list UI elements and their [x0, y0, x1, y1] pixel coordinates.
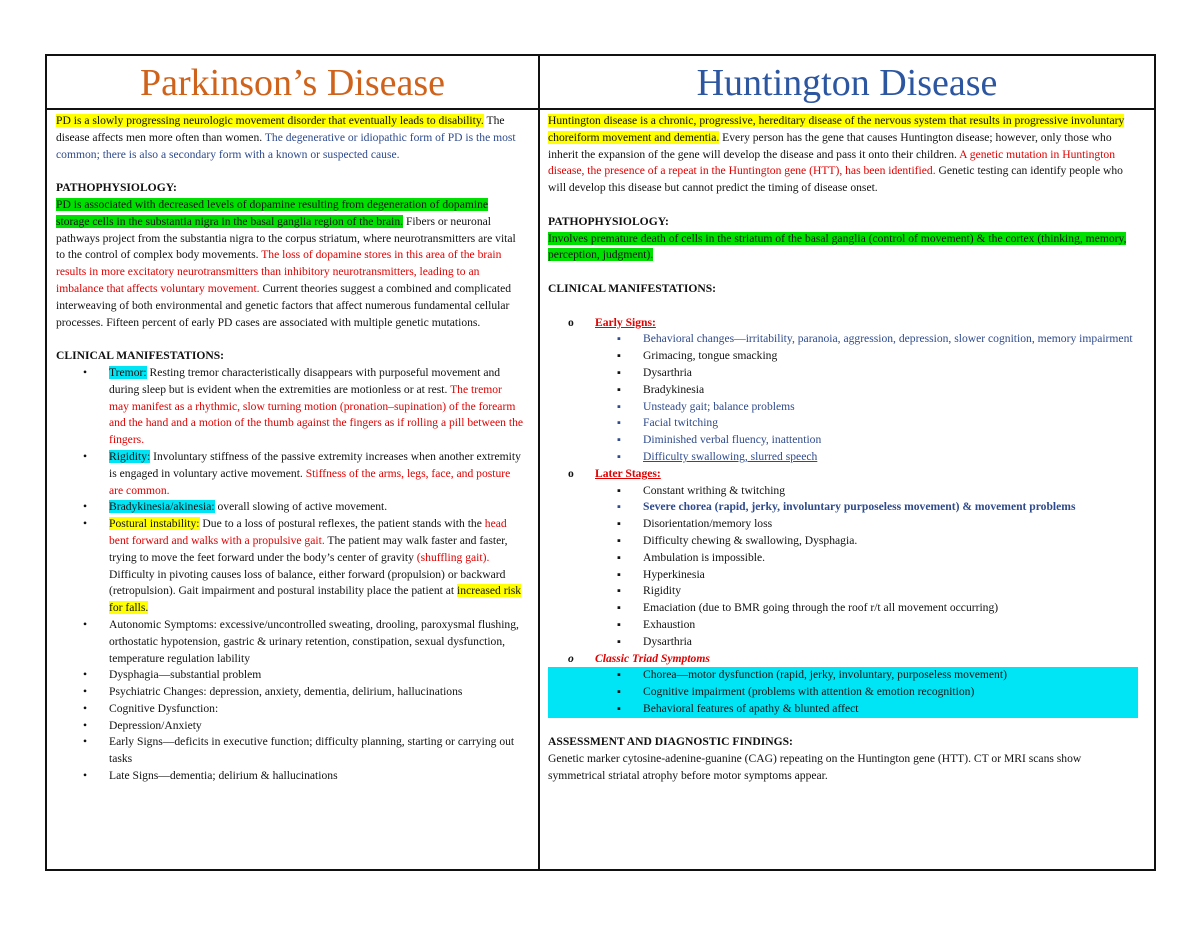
early-signs-marker: o	[568, 315, 574, 329]
header-divider	[47, 108, 1154, 110]
huntington-patho	[548, 231, 1138, 265]
parkinsons-column	[56, 113, 524, 785]
list-item: • Dysphagia—substantial problem	[56, 667, 524, 684]
list-item: ▪ Chorea—motor dysfunction (rapid, jerky, involuntary, purposeless movement)	[548, 667, 1138, 684]
parkinsons-manifestations	[56, 365, 524, 785]
intro-text: Every person has the gene that causes Huntington disease; however, only those who inherit the expansion of the gene will develop the disease and pass it onto their children.	[548, 130, 1112, 161]
parkinsons-intro	[56, 113, 524, 163]
postural-text-3: Difficulty in pivoting causes loss of balance, either forward (propulsion) or backward (retropulsion). Gait impairment and postural instability place the patient at	[109, 567, 506, 598]
rigidity-label: Rigidity:	[109, 449, 151, 463]
early-signs-heading	[548, 315, 1138, 332]
list-item: ▪ Constant writhing & twitching	[548, 483, 1138, 500]
postural-label: Postural instability:	[109, 517, 200, 531]
list-item-rigidity	[56, 449, 524, 499]
comparison-table	[45, 54, 1156, 871]
list-item: • Depression/Anxiety	[56, 718, 524, 735]
list-item: ▪ Dysarthria	[548, 634, 1138, 651]
patho-heading: PATHOPHYSIOLOGY:	[56, 181, 177, 195]
list-item: ▪ Grimacing, tongue smacking	[548, 348, 1138, 365]
list-item-bradykinesia	[56, 499, 524, 516]
huntington-column	[548, 113, 1138, 785]
intro-text: The disease affects men more often than women.	[56, 114, 505, 144]
rigidity-red-text: Stiffness of the arms, legs, face, and posture are common.	[109, 466, 511, 497]
list-item: ▪ Emaciation (due to BMR going through the roof r/t all movement occurring)	[548, 600, 1138, 617]
list-item: ▪ Cognitive impairment (problems with attention & emotion recognition)	[548, 684, 1138, 701]
list-item: • Psychiatric Changes: depression, anxiety, dementia, delirium, hallucinations	[56, 684, 524, 701]
bradykinesia-text: overall slowing of active movement.	[214, 500, 388, 514]
early-signs-label: Early Signs:	[595, 315, 656, 329]
intro-red-text: A genetic mutation in Huntington disease, the presence of a repeat in the Huntington gene (HTT), has been identified.	[548, 147, 1116, 178]
list-item: ▪ Disorientation/memory loss	[548, 516, 1138, 533]
later-stages-list	[548, 483, 1138, 651]
list-item: ▪ Behavioral changes—irritability, paranoia, aggression, depression, slower cognition, memory impairment	[548, 331, 1138, 348]
patho-heading: PATHOPHYSIOLOGY:	[548, 214, 669, 228]
patho-highlight: Involves premature death of cells in the striatum of the basal ganglia (control of movement) & the cortex (thinking, memory, perception, judgment).	[548, 231, 1127, 262]
later-stages-heading	[548, 466, 1138, 483]
clin-heading: CLINICAL MANIFESTATIONS:	[548, 281, 717, 295]
patho-highlight: PD is associated with decreased levels of dopamine resulting from degeneration of dopamine storage cells in the substantia nigra in the basal ganglia region of the brain.	[56, 197, 489, 228]
rigidity-text: Involuntary stiffness of the passive extremity increases when another extremity is engaged in voluntary active movement.	[109, 449, 521, 480]
list-item: • Cognitive Dysfunction:	[56, 701, 524, 718]
postural-text: Due to a loss of postural reflexes, the patient stands with the	[199, 517, 485, 531]
list-item: ▪ Difficulty chewing & swallowing, Dysphagia.	[548, 533, 1138, 550]
huntington-title: Huntington Disease	[696, 62, 998, 104]
postural-red-text: head bent forward and walks with a propulsive gait.	[109, 517, 507, 547]
parkinsons-title: Parkinson’s Disease	[139, 62, 446, 104]
triad-list	[548, 667, 1138, 717]
assessment-heading: ASSESSMENT AND DIAGNOSTIC FINDINGS:	[548, 735, 793, 749]
triad-marker: o	[568, 651, 574, 665]
patho-red-text: The loss of dopamine stores in this area of the brain results in more excitatory neurotransmitters than inhibitory neurotransmitters, leading to an imbalance that affects voluntary movement.	[56, 248, 502, 295]
intro-text-2: Genetic testing can identify people who will develop this disease but cannot predict the timing of disease onset.	[548, 164, 1123, 195]
triad-label: Classic Triad Symptoms	[595, 651, 710, 665]
intro-highlight: Huntington disease is a chronic, progressive, hereditary disease of the nervous system that results in progressive involuntary choreiform movement and dementia.	[548, 114, 1125, 144]
postural-text-2: The patient may walk faster and faster, trying to move the feet forward under the body’s center of gravity	[109, 533, 508, 564]
list-item: • Early Signs—deficits in executive function; difficulty planning, starting or carrying out tasks	[56, 734, 524, 768]
intro-highlight: PD is a slowly progressing neurologic movement disorder that eventually leads to disability.	[56, 114, 484, 127]
list-item: ▪ Exhaustion	[548, 617, 1138, 634]
clin-heading: CLINICAL MANIFESTATIONS:	[56, 349, 225, 363]
tremor-red-text: The tremor may manifest as a rhythmic, slow turning motion (pronation–supination) of the forearm and the hand and a motion of the thumb against the fingers as if rolling a pill between the fingers.	[109, 382, 524, 447]
list-item: ▪ Behavioral features of apathy & blunted affect	[548, 701, 1138, 718]
list-item-postural	[56, 516, 524, 617]
intro-blue-text: The degenerative or idiopathic form of PD is the most common; there is also a secondary form with a known or suspected cause.	[56, 130, 516, 161]
list-item: ▪ Ambulation is impossible.	[548, 550, 1138, 567]
list-item: • Autonomic Symptoms: excessive/uncontrolled sweating, drooling, paroxysmal flushing, orthostatic hypotension, gastric & urinary retention, constipation, sexual dysfunction, temperature regulation lability	[56, 617, 524, 667]
patho-text-2: Current theories suggest a combined and complicated interweaving of both environmental and genetic factors that affect numerous fundamental cellular processes. Fifteen percent of early PD cases are associated with multiple genetic mutations.	[56, 281, 512, 329]
postural-red-text-2: (shuffling gait).	[416, 550, 490, 564]
postural-highlight: increased risk for falls.	[109, 584, 522, 615]
list-item: ▪ Bradykinesia	[548, 382, 1138, 399]
list-item: • Late Signs—dementia; delirium & hallucinations	[56, 768, 524, 785]
parkinsons-patho	[56, 197, 524, 331]
assessment-text: Genetic marker cytosine-adenine-guanine (CAG) repeating on the Huntington gene (HTT). CT or MRI scans show symmetrical striatal atrophy before motor symptoms appear.	[548, 752, 1082, 783]
list-item: ▪ Facial twitching	[548, 415, 1138, 432]
list-item: ▪ Hyperkinesia	[548, 567, 1138, 584]
tremor-text: Resting tremor characteristically disappears with purposeful movement and during sleep but is evident when the extremities are motionless or at rest.	[109, 365, 501, 396]
column-divider	[538, 56, 540, 869]
list-item: ▪ Diminished verbal fluency, inattention	[548, 432, 1138, 449]
bradykinesia-label: Bradykinesia/akinesia:	[109, 500, 215, 514]
early-signs-list	[548, 331, 1138, 465]
triad-heading	[548, 651, 1138, 668]
huntington-intro	[548, 113, 1138, 197]
tremor-label: Tremor:	[109, 365, 147, 379]
patho-text: Fibers or neuronal pathways project from the substantia nigra to the corpus striatum, where neurotransmitters are vital to the control of complex body movements.	[56, 214, 516, 262]
list-item: ▪ Difficulty swallowing, slurred speech	[548, 449, 1138, 466]
list-item: ▪ Severe chorea (rapid, jerky, involuntary purposeless movement) & movement problems	[548, 499, 1138, 516]
list-item: ▪ Unsteady gait; balance problems	[548, 399, 1138, 416]
list-item: ▪ Rigidity	[548, 583, 1138, 600]
list-item-tremor	[56, 365, 524, 449]
later-stages-label: Later Stages:	[595, 466, 661, 480]
later-stages-marker: o	[568, 466, 574, 480]
list-item: ▪ Dysarthria	[548, 365, 1138, 382]
